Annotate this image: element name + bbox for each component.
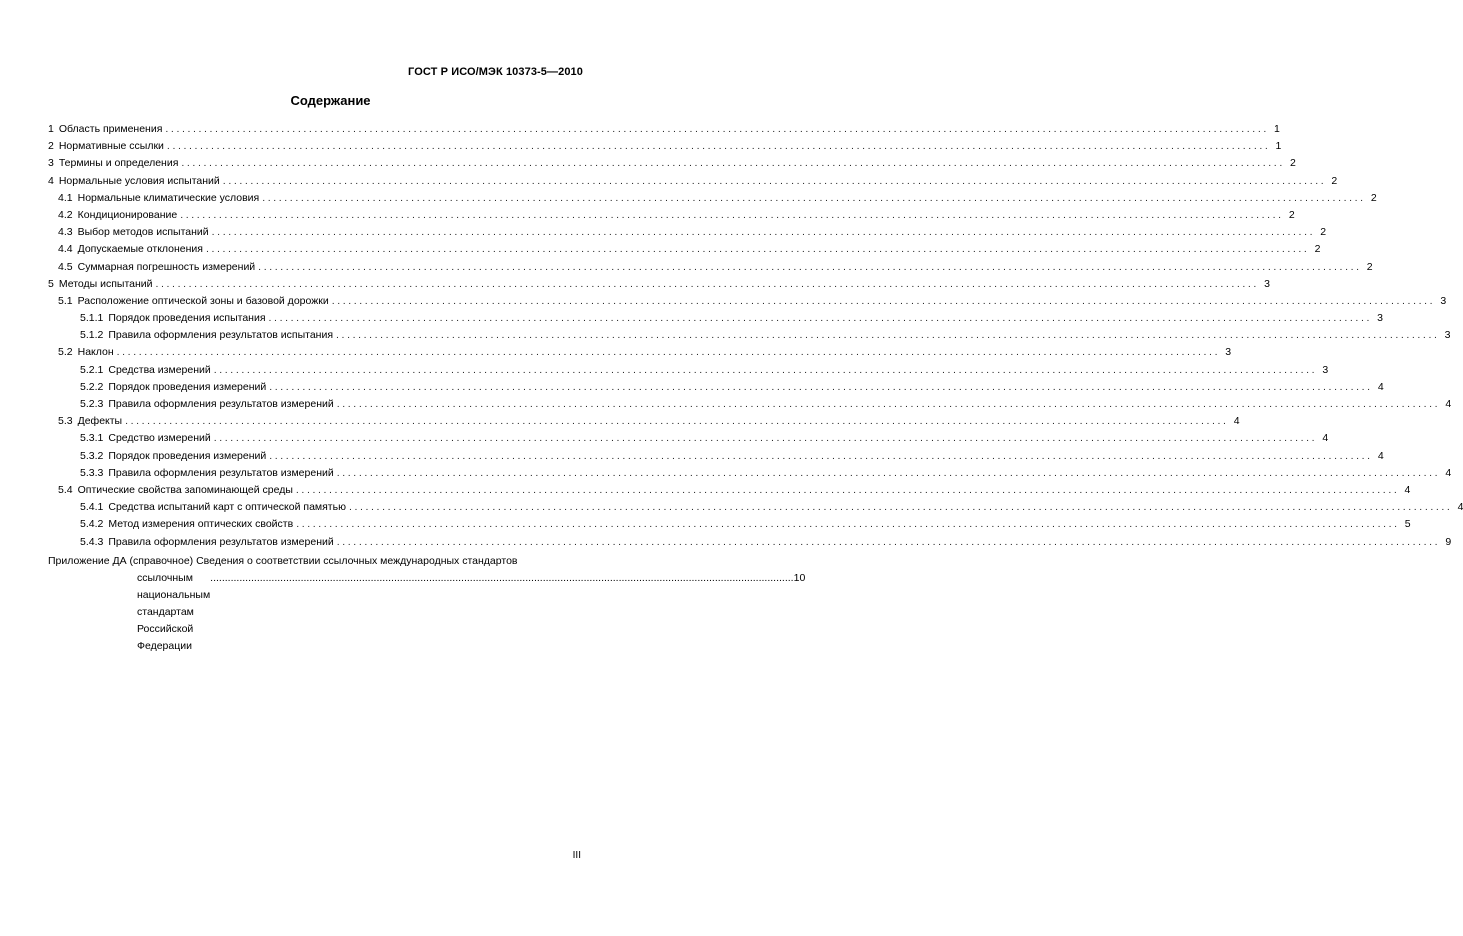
toc-entry-page: 5 <box>1404 518 1411 531</box>
toc-entry-label: Нормальные климатические условия <box>77 191 260 204</box>
leader-dots: ........................................................................................................................................................................................................ <box>205 243 1310 256</box>
toc-entry[interactable] <box>48 448 1384 465</box>
toc-entry[interactable] <box>48 224 1327 241</box>
leader-dots: ........................................................................................................................................................................................................ <box>210 571 794 584</box>
leader-dots: ........................................................................................................................................................................................................ <box>336 535 1441 548</box>
leader-dots: ........................................................................................................................................................................................................ <box>269 380 1373 393</box>
toc-entry[interactable] <box>48 173 1338 190</box>
leader-dots: ........................................................................................................................................................................................................ <box>211 226 1316 239</box>
toc-appendix-entry[interactable] <box>48 553 806 652</box>
leader-dots: ........................................................................................................................................................................................................ <box>268 312 1372 325</box>
leader-dots: ........................................................................................................................................................................................................ <box>269 449 1373 462</box>
toc-entry-page: 4 <box>1377 449 1384 462</box>
leader-dots: ........................................................................................................................................................................................................ <box>166 140 1271 153</box>
toc-entry-page: 9 <box>1445 535 1452 548</box>
toc-entry-number: 4.4 <box>58 243 73 256</box>
toc-entry[interactable] <box>48 155 1296 172</box>
toc-entry-number: 5.2.1 <box>80 363 104 376</box>
toc-entry-page: 1 <box>1275 140 1282 153</box>
toc-entry-number: 4.1 <box>58 191 73 204</box>
toc-entry[interactable] <box>48 379 1384 396</box>
toc-entry-label: Средство измерений <box>108 432 211 445</box>
toc-entry[interactable] <box>48 138 1282 155</box>
toc-entry-page: 4 <box>1322 432 1329 445</box>
leader-dots: ........................................................................................................................................................................................................ <box>181 157 1285 170</box>
toc-entry-number: 5.3 <box>58 415 73 428</box>
leader-dots: ........................................................................................................................................................................................................ <box>336 398 1441 410</box>
toc-entry-page: 2 <box>1370 191 1377 204</box>
toc-entry-number: 5.1.2 <box>80 329 104 342</box>
toc-entry[interactable] <box>48 241 1321 258</box>
toc-entry-page: 4 <box>1445 398 1452 410</box>
toc-entry-label: Расположение оптической зоны и базовой дорожки <box>77 294 329 307</box>
appendix-title-line2-row <box>48 570 806 652</box>
toc-entry[interactable] <box>48 499 1463 516</box>
toc-entry-page: 4 <box>1457 501 1463 514</box>
toc-entry-label: Допускаемые отклонения <box>77 243 203 256</box>
toc-entry-label: Термины и определения <box>58 157 179 170</box>
toc-entry-number: 4 <box>48 174 54 187</box>
toc-entry-number: 4.3 <box>58 226 73 239</box>
toc-entry-label: Дефекты <box>77 415 123 428</box>
toc-entry-number: 4.2 <box>58 208 73 221</box>
toc-entry-label: Суммарная погрешность измерений <box>77 260 256 273</box>
toc-entry-number: 5.2.3 <box>80 398 104 410</box>
toc-entry-label: Порядок проведения измерений <box>108 380 267 393</box>
toc-entry-number: 5.4 <box>58 483 73 496</box>
toc-entry-number: 5.1 <box>58 294 73 307</box>
toc-entry[interactable] <box>48 534 1452 551</box>
toc-entry-page: 3 <box>1377 312 1383 325</box>
toc-entry[interactable] <box>48 207 1295 224</box>
leader-dots: ........................................................................................................................................................................................................ <box>116 346 1221 359</box>
toc-entry[interactable] <box>48 293 1447 310</box>
toc-entry-page: 2 <box>1366 260 1373 273</box>
toc-entry[interactable] <box>48 362 1329 379</box>
toc-entry-label: Нормальные условия испытаний <box>58 174 220 187</box>
toc-entry[interactable] <box>48 396 1452 413</box>
toc-entry[interactable] <box>48 344 1232 361</box>
toc-entry-page: 2 <box>1320 226 1327 239</box>
toc-entry-label: Наклон <box>77 346 114 359</box>
toc-entry[interactable] <box>48 259 1373 276</box>
toc-entry[interactable] <box>48 121 1280 138</box>
leader-dots: ........................................................................................................................................................................................................ <box>258 260 1362 273</box>
leader-dots: ........................................................................................................................................................................................................ <box>336 466 1441 479</box>
toc-entry-label: Оптические свойства запоминающей среды <box>77 483 293 496</box>
toc-entry-page: 3 <box>1322 363 1329 376</box>
appendix-title-line1: Приложение ДА (справочное) Сведения о соответствии ссылочных международных стандартов <box>48 554 518 567</box>
toc-entry-label: Средства испытаний карт с оптической памятью <box>108 501 346 514</box>
toc-entry-page: 4 <box>1233 415 1240 428</box>
toc-entry-number: 5 <box>48 277 54 290</box>
toc-entry-number: 5.3.2 <box>80 449 104 462</box>
toc-entry-label: Правила оформления результатов измерений <box>108 535 334 548</box>
leader-dots: ........................................................................................................................................................................................................ <box>213 432 1318 445</box>
toc-entry-page: 2 <box>1288 208 1295 221</box>
toc-entry-label: Средства измерений <box>108 363 211 376</box>
toc-entry-number: 5.4.1 <box>80 501 104 514</box>
document-header: ГОСТ Р ИСО/МЭК 10373-5—2010 <box>408 66 583 78</box>
appendix-title-line2: ссылочным национальным стандартам Российской Федерации <box>137 571 211 652</box>
toc-entry-page: 3 <box>1440 294 1447 307</box>
toc-entry-label: Метод измерения оптических свойств <box>108 518 294 531</box>
toc-entry-number: 3 <box>48 157 54 170</box>
page-title: Содержание <box>290 93 371 108</box>
toc-entry-number: 5.2 <box>58 346 73 359</box>
toc-entry-number: 2 <box>48 140 54 153</box>
toc-entry-label: Методы испытаний <box>58 277 153 290</box>
toc-entry-number: 5.2.2 <box>80 380 104 393</box>
toc-entry-label: Порядок проведения испытания <box>108 312 266 325</box>
leader-dots: ........................................................................................................................................................................................................ <box>262 191 1366 204</box>
toc-entry[interactable] <box>48 482 1411 499</box>
leader-dots: ........................................................................................................................................................................................................ <box>165 123 1269 135</box>
toc-entry-label: Область применения <box>58 123 163 135</box>
toc-entry-page: 1 <box>1274 123 1280 135</box>
toc-entry[interactable] <box>48 327 1451 344</box>
leader-dots: ........................................................................................................................................................................................................ <box>213 363 1318 376</box>
toc-entry-page: 2 <box>1290 157 1296 170</box>
toc-entry-page: 4 <box>1445 466 1452 479</box>
toc-entry-number: 5.4.3 <box>80 535 104 548</box>
toc-entry-label: Нормативные ссылки <box>58 140 164 153</box>
toc-entry-page: 3 <box>1264 277 1270 290</box>
leader-dots: ........................................................................................................................................................................................................ <box>180 208 1284 221</box>
toc-entries <box>48 121 1463 551</box>
toc-entry-page: 3 <box>1444 329 1451 342</box>
leader-dots: ........................................................................................................................................................................................................ <box>331 294 1436 307</box>
toc-entry-page: 2 <box>1314 243 1321 256</box>
toc-entry[interactable] <box>48 430 1329 447</box>
leader-dots: ........................................................................................................................................................................................................ <box>296 518 1400 531</box>
toc-entry-number: 5.4.2 <box>80 518 104 531</box>
leader-dots: ........................................................................................................................................................................................................ <box>222 174 1327 187</box>
toc-entry-label: Правила оформления результатов измерений <box>108 398 334 410</box>
toc-entry-number: 5.3.3 <box>80 466 104 479</box>
toc-entry[interactable] <box>48 310 1383 327</box>
toc-entry-number: 5.1.1 <box>80 312 104 325</box>
toc-entry-label: Кондиционирование <box>77 208 178 221</box>
toc-entry-label: Порядок проведения измерений <box>108 449 267 462</box>
toc-entry[interactable] <box>48 516 1411 533</box>
toc-entry[interactable] <box>48 465 1452 482</box>
toc-entry-number: 4.5 <box>58 260 73 273</box>
toc-entry[interactable] <box>48 276 1270 293</box>
toc-entry-label: Правила оформления результатов испытания <box>108 329 334 342</box>
page-footer-number: III <box>572 850 581 861</box>
leader-dots: ........................................................................................................................................................................................................ <box>295 483 1400 496</box>
toc-entry-page: 3 <box>1225 346 1232 359</box>
toc-entry-page: 2 <box>1331 174 1338 187</box>
toc-entry-number: 5.3.1 <box>80 432 104 445</box>
leader-dots: ........................................................................................................................................................................................................ <box>155 277 1259 290</box>
toc-entry-label: Правила оформления результатов измерений <box>108 466 334 479</box>
toc-entry-number: 1 <box>48 123 54 135</box>
leader-dots: ........................................................................................................................................................................................................ <box>348 501 1453 514</box>
table-of-contents <box>48 121 1463 652</box>
toc-entry-page: 4 <box>1377 380 1384 393</box>
toc-entry-page: 4 <box>1404 483 1411 496</box>
toc-entry-label: Выбор методов испытаний <box>77 226 209 239</box>
leader-dots: ........................................................................................................................................................................................................ <box>336 329 1440 342</box>
toc-entry[interactable] <box>48 413 1240 430</box>
leader-dots: ........................................................................................................................................................................................................ <box>125 415 1229 428</box>
toc-entry[interactable] <box>48 190 1377 207</box>
appendix-page-number: 10 <box>793 571 806 584</box>
